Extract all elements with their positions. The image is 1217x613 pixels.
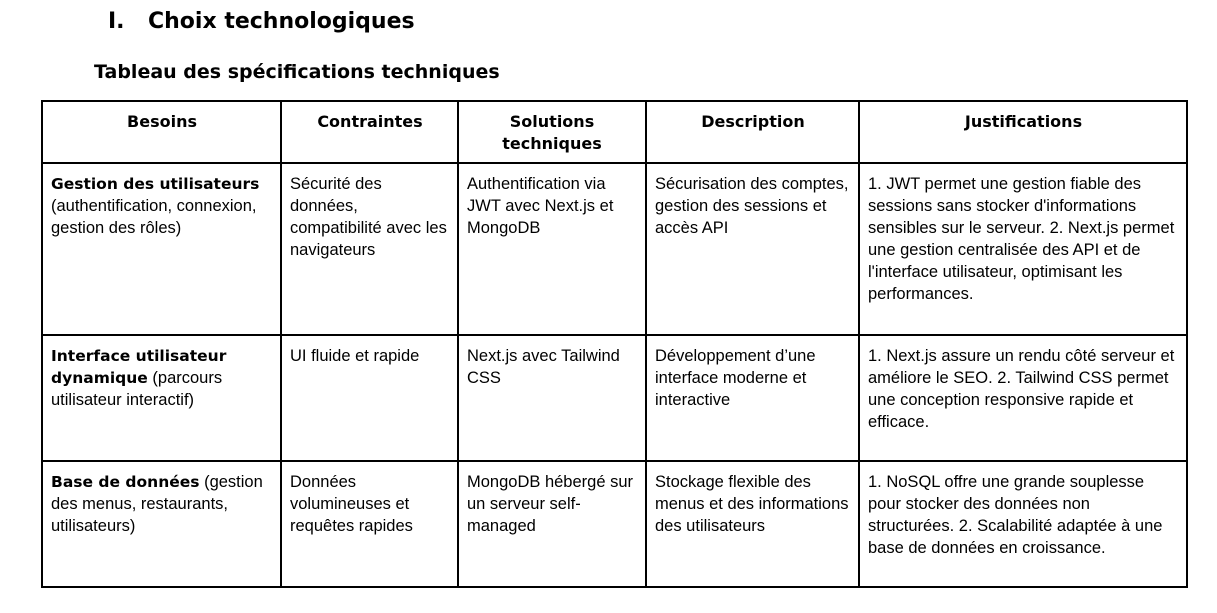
cell-need <box>42 163 281 335</box>
cell-solution: MongoDB hébergé sur un serveur self-managed <box>458 461 646 587</box>
table-header-row <box>42 101 1187 163</box>
section-number: I. <box>108 9 125 34</box>
header-solutions: Solutions techniques <box>458 101 646 163</box>
cell-description: Sécurisation des comptes, gestion des sessions et accès API <box>646 163 859 335</box>
need-detail: (gestion des menus, restaurants, utilisateurs) <box>51 473 263 535</box>
need-title: Base de données <box>51 473 200 491</box>
header-besoins: Besoins <box>42 101 281 163</box>
table-title: Tableau des spécifications techniques <box>94 61 500 83</box>
need-title: Gestion des utilisateurs <box>51 175 260 193</box>
header-justifications: Justifications <box>859 101 1187 163</box>
header-contraintes: Contraintes <box>281 101 458 163</box>
section-title: Choix technologiques <box>148 9 415 34</box>
cell-solution: Next.js avec Tailwind CSS <box>458 335 646 461</box>
table-row <box>42 335 1187 461</box>
header-description: Description <box>646 101 859 163</box>
cell-justification: 1. Next.js assure un rendu côté serveur et améliore le SEO. 2. Tailwind CSS permet une conception responsive rapide et efficace. <box>859 335 1187 461</box>
cell-need <box>42 335 281 461</box>
cell-description: Stockage flexible des menus et des informations des utilisateurs <box>646 461 859 587</box>
table-row <box>42 163 1187 335</box>
need-title: Interface utilisateur dynamique <box>51 347 227 387</box>
section-heading <box>108 6 415 38</box>
cell-description: Développement d’une interface moderne et interactive <box>646 335 859 461</box>
cell-constraints: Sécurité des données, compatibilité avec les navigateurs <box>281 163 458 335</box>
specifications-table <box>41 100 1188 588</box>
cell-justification: 1. NoSQL offre une grande souplesse pour stocker des données non structurées. 2. Scalabilité adaptée à une base de données en croissance. <box>859 461 1187 587</box>
need-detail: (parcours utilisateur interactif) <box>51 369 223 409</box>
cell-constraints: UI fluide et rapide <box>281 335 458 461</box>
cell-solution: Authentification via JWT avec Next.js et MongoDB <box>458 163 646 335</box>
cell-justification: 1. JWT permet une gestion fiable des sessions sans stocker d'informations sensibles sur le serveur. 2. Next.js permet une gestion centralisée des API et de l'interface utilisateur, optimisant les performances. <box>859 163 1187 335</box>
cell-constraints: Données volumineuses et requêtes rapides <box>281 461 458 587</box>
table-row <box>42 461 1187 587</box>
need-detail: (authentification, connexion, gestion des rôles) <box>51 197 257 237</box>
cell-need <box>42 461 281 587</box>
